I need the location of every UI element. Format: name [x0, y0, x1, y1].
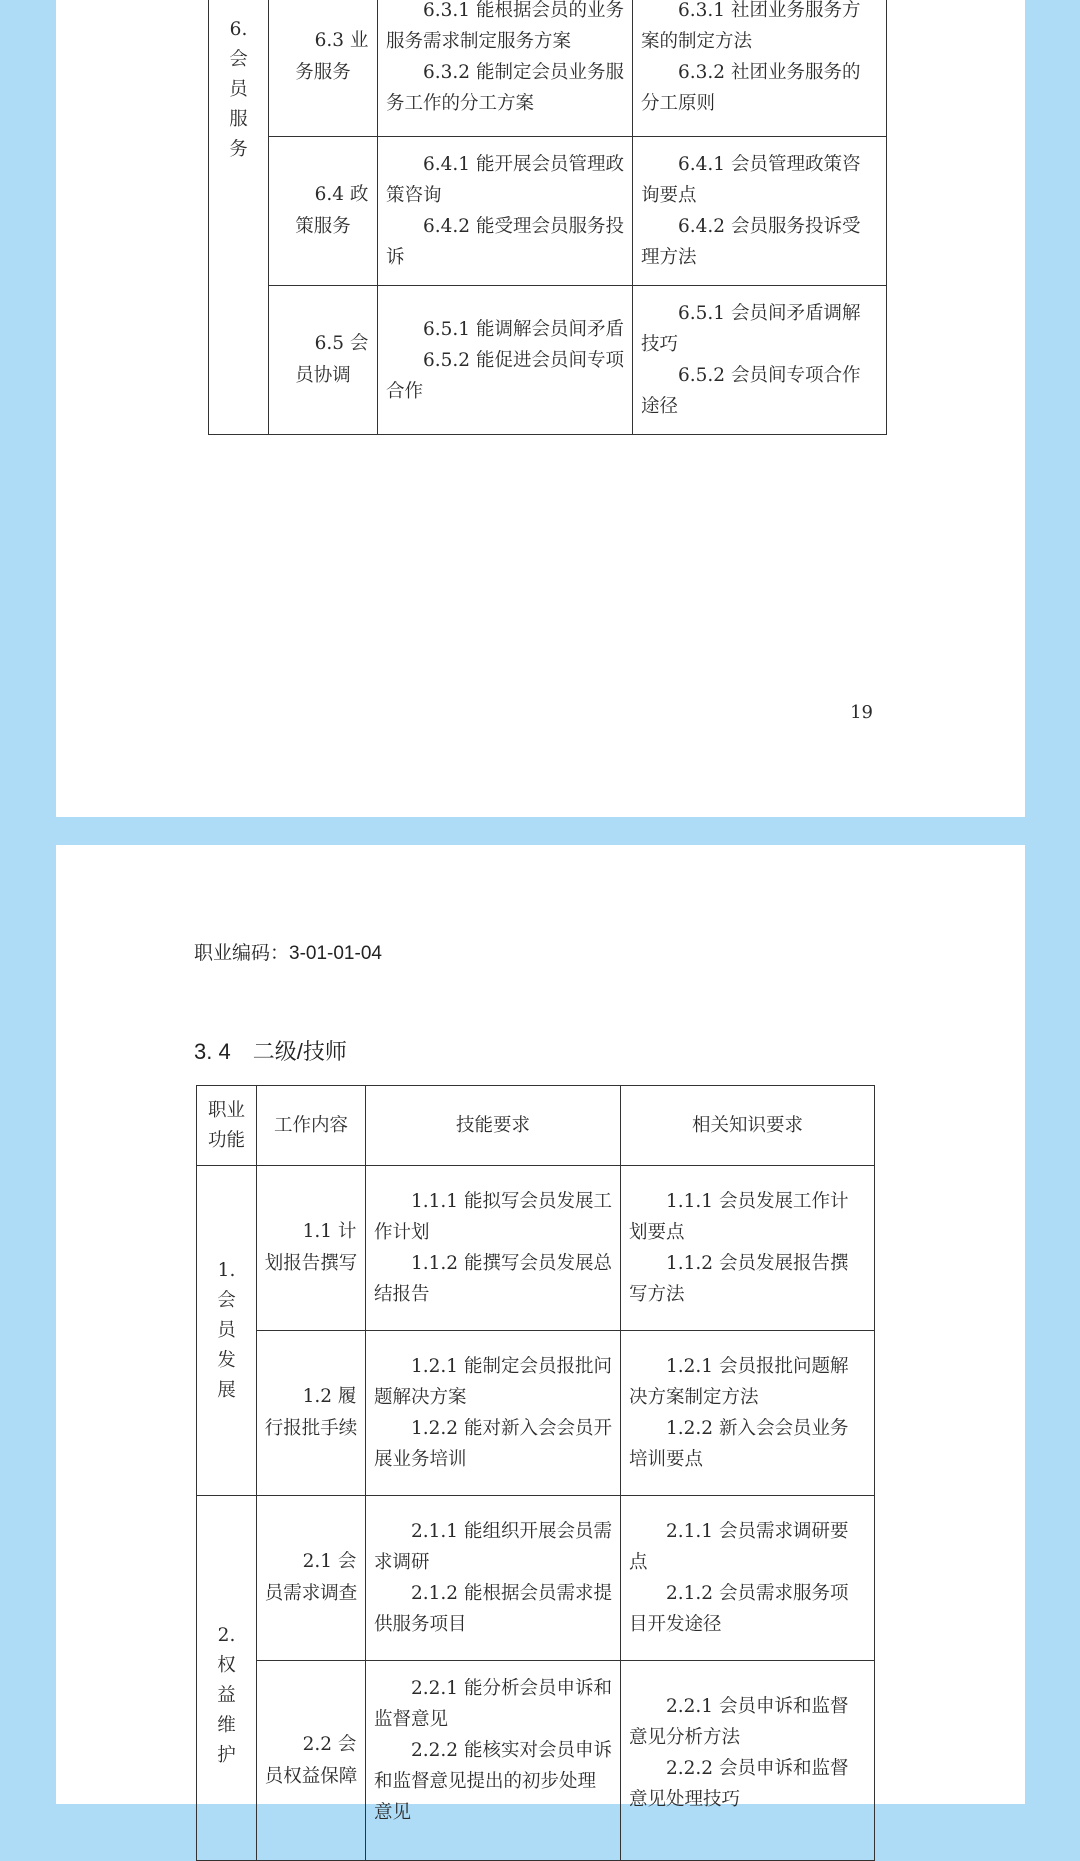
table-row [197, 1496, 875, 1661]
function-cell-member-development [197, 1166, 257, 1496]
section-heading [194, 1035, 347, 1066]
function-char: 6. [229, 19, 248, 40]
table-row [209, 0, 887, 137]
knowledge-cell [633, 137, 887, 286]
skill-item: 1.2.1 能制定会员报批问题解决方案 [374, 1356, 612, 1408]
skill-cell [366, 1661, 621, 1861]
skill-item: 6.5.2 能促进会员间专项合作 [386, 349, 624, 402]
knowledge-cell [621, 1661, 875, 1861]
table-row [197, 1661, 875, 1861]
skill-item: 2.1.1 能组织开展会员需求调研 [374, 1521, 612, 1573]
work-content-cell: 2.1 会员需求调查 [257, 1496, 366, 1661]
skill-requirements-table-continued [208, 0, 887, 435]
work-content-cell: 1.1 计划报告撰写 [257, 1166, 366, 1331]
document-page-20 [56, 845, 1025, 1823]
knowledge-item: 6.4.2 会员服务投诉受理方法 [641, 216, 861, 268]
knowledge-item: 2.2.1 会员申诉和监督意见分析方法 [629, 1696, 849, 1748]
skill-item: 6.3.2 能制定会员业务服务工作的分工方案 [386, 61, 624, 114]
skill-item: 2.1.2 能根据会员需求提供服务项目 [374, 1583, 612, 1635]
knowledge-cell [633, 286, 887, 435]
skill-item: 6.4.2 能受理会员服务投诉 [386, 216, 624, 268]
knowledge-cell [633, 0, 887, 137]
function-char: 务 [229, 139, 248, 160]
table-row [197, 1331, 875, 1496]
work-content-cell: 1.2 履行报批手续 [257, 1331, 366, 1496]
function-char: 展 [217, 1379, 236, 1401]
knowledge-item: 2.1.1 会员需求调研要点 [629, 1521, 849, 1573]
occupation-code: 职业编码：3-01-01-04 [194, 943, 382, 964]
table-row [209, 286, 887, 435]
header-skills: 技能要求 [366, 1086, 621, 1166]
page-number: 19 [850, 702, 873, 723]
knowledge-item: 1.1.1 会员发展工作计划要点 [629, 1191, 849, 1243]
knowledge-item: 6.5.2 会员间专项合作途径 [641, 365, 861, 417]
table-row [209, 137, 887, 286]
knowledge-cell [621, 1331, 875, 1496]
document-page-19 [56, 0, 1025, 817]
knowledge-item: 6.3.2 社团业务服务的分工原则 [641, 61, 861, 114]
skill-cell [378, 137, 633, 286]
function-char: 护 [217, 1745, 236, 1766]
function-char: 会 [217, 1289, 236, 1311]
knowledge-item: 1.1.2 会员发展报告撰写方法 [629, 1253, 849, 1305]
knowledge-item: 1.2.1 会员报批问题解决方案制定方法 [629, 1356, 849, 1408]
header-work-content: 工作内容 [257, 1086, 366, 1166]
work-content-cell: 6.4 政策服务 [269, 137, 378, 286]
skill-item: 1.1.2 能撰写会员发展总结报告 [374, 1253, 612, 1305]
skill-requirements-table [196, 1085, 875, 1861]
function-char: 维 [217, 1715, 236, 1736]
knowledge-item: 1.2.2 新入会会员业务培训要点 [629, 1418, 849, 1470]
skill-cell [366, 1166, 621, 1331]
skill-item: 6.3.1 能根据会员的业务服务需求制定服务方案 [386, 0, 624, 52]
knowledge-cell [621, 1166, 875, 1331]
knowledge-item: 6.3.1 社团业务服务方案的制定方法 [641, 0, 861, 52]
table-header-row [197, 1086, 875, 1166]
function-char: 权 [217, 1655, 236, 1676]
function-char: 发 [217, 1349, 236, 1371]
work-content-cell: 2.2 会员权益保障 [257, 1661, 366, 1861]
table-row [197, 1166, 875, 1331]
skill-cell [366, 1331, 621, 1496]
function-char: 1. [217, 1259, 236, 1281]
section-number: 3. 4 [194, 1039, 231, 1064]
skill-cell [378, 286, 633, 435]
skill-cell [378, 0, 633, 137]
function-char: 益 [217, 1685, 236, 1706]
skill-cell [366, 1496, 621, 1661]
knowledge-item: 2.1.2 会员需求服务项目开发途径 [629, 1583, 849, 1635]
skill-item: 2.2.1 能分析会员申诉和监督意见 [374, 1678, 612, 1730]
skill-item: 6.5.1 能调解会员间矛盾 [423, 318, 624, 340]
knowledge-item: 2.2.2 会员申诉和监督意见处理技巧 [629, 1758, 849, 1810]
function-char: 会 [229, 49, 248, 70]
knowledge-item: 6.4.1 会员管理政策咨询要点 [641, 154, 861, 206]
header-knowledge: 相关知识要求 [621, 1086, 875, 1166]
function-cell-member-service [209, 0, 269, 435]
skill-item: 1.1.1 能拟写会员发展工作计划 [374, 1191, 612, 1243]
skill-item: 1.2.2 能对新入会会员开展业务培训 [374, 1418, 612, 1470]
function-char: 2. [217, 1625, 236, 1646]
function-cell-rights-protection [197, 1496, 257, 1861]
function-char: 服 [229, 109, 248, 130]
function-char: 员 [229, 79, 248, 100]
section-title: 二级/技师 [252, 1039, 347, 1064]
knowledge-cell [621, 1496, 875, 1661]
skill-item: 2.2.2 能核实对会员申诉和监督意见提出的初步处理意见 [374, 1740, 612, 1823]
header-function: 职业 功能 [197, 1086, 257, 1166]
skill-item: 6.4.1 能开展会员管理政策咨询 [386, 154, 624, 206]
function-char: 员 [217, 1319, 236, 1341]
knowledge-item: 6.5.1 会员间矛盾调解技巧 [641, 303, 861, 355]
work-content-cell: 6.5 会员协调 [269, 286, 378, 435]
work-content-cell: 6.3 业务服务 [269, 0, 378, 137]
